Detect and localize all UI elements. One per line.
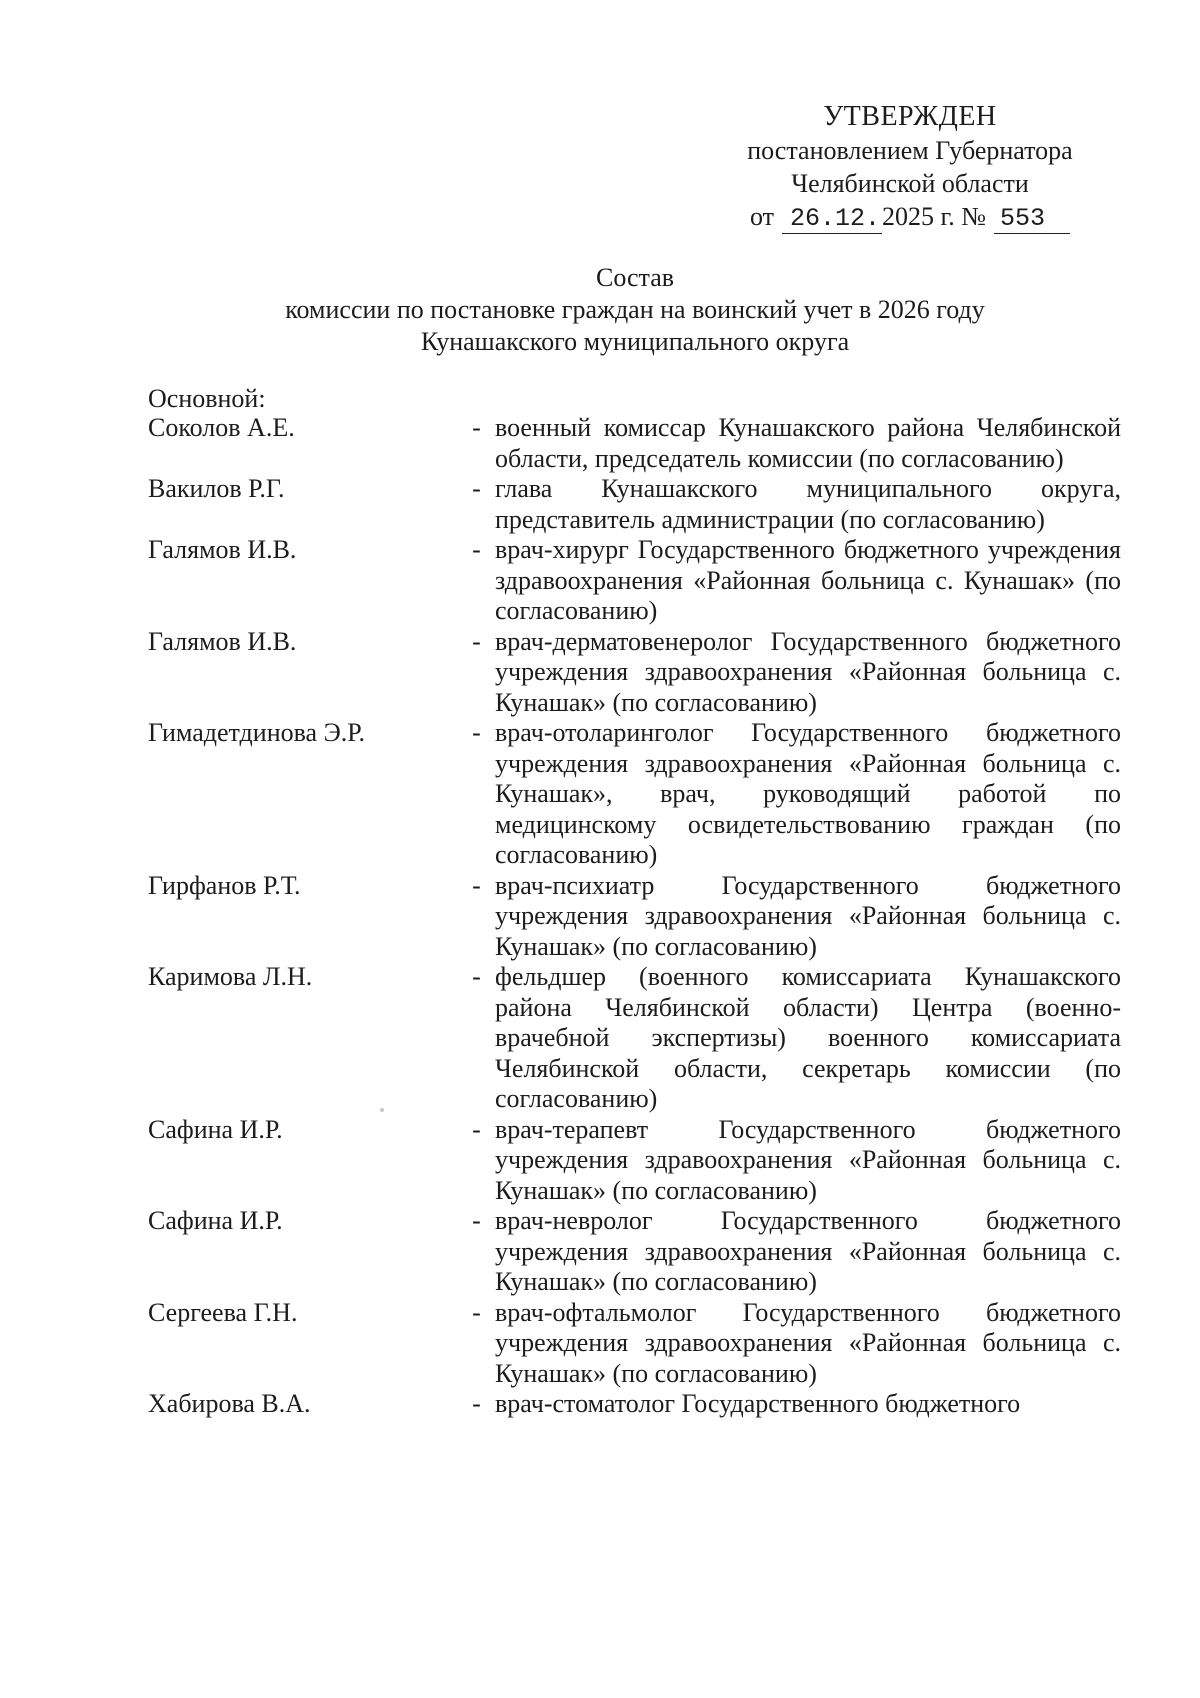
member-name: Сафина И.Р. <box>148 1206 283 1235</box>
member-role: врач-терапевт Государственного бюджетного учреждения здравоохранения «Районная больница с. Кунашак» (по согласованию) <box>495 1114 1121 1205</box>
scan-speck <box>380 1108 384 1112</box>
document-title <box>150 262 1120 358</box>
approval-title: УТВЕРЖДЕН <box>823 101 997 132</box>
member-row <box>148 535 1124 627</box>
section-label: Основной: <box>148 384 266 413</box>
member-role: врач-дерматовенеролог Государственного бюджетного учреждения здравоохранения «Районная больница с. Кунашак» (по согласованию) <box>495 626 1121 717</box>
member-role: врач-психиатр Государственного бюджетного учреждения здравоохранения «Районная больница с. Кунашак» (по согласованию) <box>495 870 1121 961</box>
member-role: военный комиссар Кунашакского района Челябинской области, председатель комиссии (по согласованию) <box>495 413 1121 473</box>
members-list <box>148 413 1124 1420</box>
member-name: Каримова Л.Н. <box>148 962 313 991</box>
member-dash: - <box>472 718 481 747</box>
member-role: фельдшер (военного комиссариата Кунашакского района Челябинской области) Центра (военно-врачебной экспертизы) военного комиссариата Челябинской области, секретарь комиссии (по согласованию) <box>495 962 1121 1113</box>
member-row <box>148 627 1124 719</box>
member-row <box>148 1206 1124 1298</box>
member-row <box>148 474 1124 535</box>
approval-line-2: Челябинской области <box>791 169 1029 198</box>
member-row <box>148 413 1124 474</box>
member-dash: - <box>472 962 481 991</box>
member-name: Гирфанов Р.Т. <box>148 870 301 900</box>
member-role: глава Кунашакского муниципального округа, представитель администрации (по согласованию) <box>495 474 1121 534</box>
member-role: врач-невролог Государственного бюджетного учреждения здравоохранения «Районная больница с. Кунашак» (по согласованию) <box>495 1206 1121 1296</box>
approval-date-line <box>700 200 1120 234</box>
member-row <box>148 1115 1124 1207</box>
member-row <box>148 1298 1124 1390</box>
year-suffix: 2025 г. № <box>881 202 987 231</box>
document-number: 553 <box>994 205 1070 234</box>
member-row <box>148 1389 1124 1420</box>
member-dash: - <box>472 1389 481 1418</box>
member-role: врач-отоларинголог Государственного бюджетного учреждения здравоохранения «Районная больница с. Кунашак», врач, руководящий работой по медицинскому освидетельствованию граждан (по согласованию) <box>495 718 1121 869</box>
member-dash: - <box>472 474 481 503</box>
member-dash: - <box>472 1114 481 1144</box>
member-dash: - <box>472 870 481 900</box>
member-dash: - <box>472 535 481 564</box>
member-name: Хабирова В.А. <box>148 1389 311 1418</box>
member-name: Сафина И.Р. <box>148 1114 283 1144</box>
member-name: Галямов И.В. <box>148 626 297 656</box>
title-line-2: комиссии по постановке граждан на воинский учет в 2026 году <box>285 295 985 324</box>
member-name: Галямов И.В. <box>148 535 297 564</box>
member-dash: - <box>472 1206 481 1235</box>
approval-stamp <box>700 100 1120 234</box>
member-name: Гимадетдинова Э.Р. <box>148 718 365 747</box>
title-line-1: Состав <box>595 263 675 292</box>
member-role: врач-хирург Государственного бюджетного учреждения здравоохранения «Районная больница с. Кунашак» (по согласованию) <box>495 535 1121 625</box>
member-name: Сергеева Г.Н. <box>148 1297 298 1327</box>
member-row <box>148 871 1124 963</box>
date-value: 26.12. <box>782 205 882 234</box>
member-row <box>148 962 1124 1115</box>
member-name: Соколов А.Е. <box>148 413 295 442</box>
approval-line-1: постановлением Губернатора <box>747 136 1073 165</box>
member-name: Вакилов Р.Г. <box>148 474 285 503</box>
title-line-3: Кунашакского муниципального округа <box>420 327 850 356</box>
member-dash: - <box>472 626 481 656</box>
member-role: врач-стоматолог Государственного бюджетного <box>495 1389 1021 1418</box>
member-dash: - <box>472 1297 481 1327</box>
member-role: врач-офтальмолог Государственного бюджетного учреждения здравоохранения «Районная больница с. Кунашак» (по согласованию) <box>495 1297 1121 1388</box>
date-prefix: от <box>749 202 774 231</box>
member-dash: - <box>472 413 481 442</box>
member-row <box>148 718 1124 871</box>
